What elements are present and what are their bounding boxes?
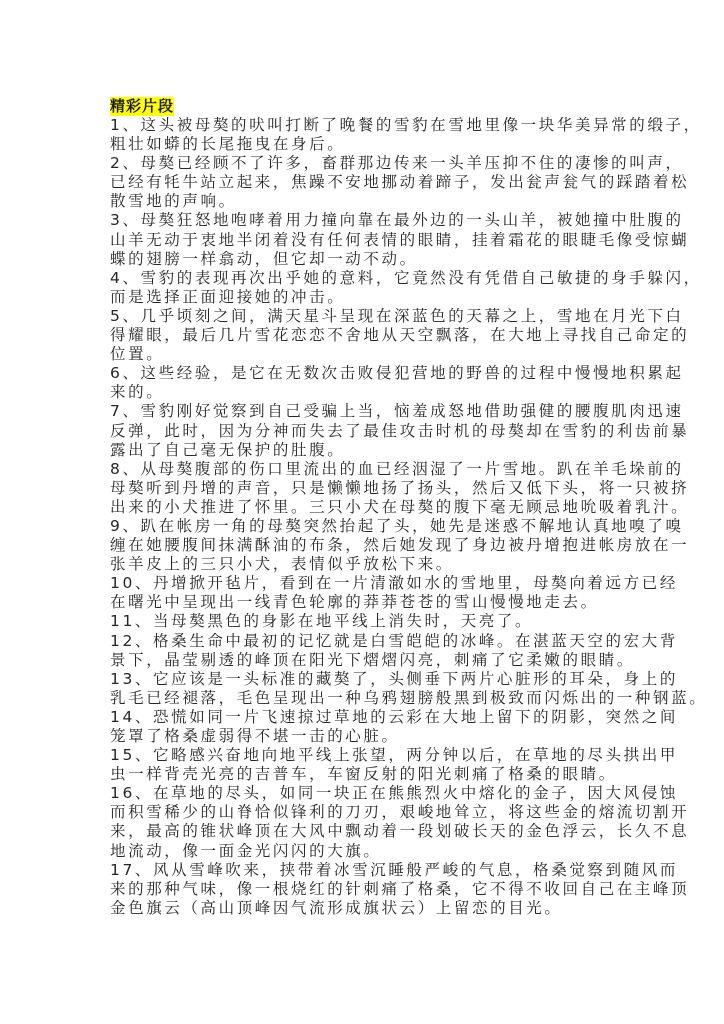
passage-line: 虫一样背壳光亮的吉普车，车窗反射的阳光刺痛了格桑的眼睛。: [110, 765, 617, 784]
passage-line: 2、母獒已经顾不了许多，畜群那边传来一头羊压抑不住的凄惨的叫声，: [110, 154, 684, 173]
passage-item: [110, 574, 678, 612]
passage-line: 3、母獒狂怒地咆哮着用力撞向靠在最外边的一头山羊，被她撞中肚腹的: [110, 211, 684, 230]
passage-item: [110, 268, 702, 307]
passage-line: 来，最高的锥状峰顶在大风中飘动着一段划破长天的金色浮云，长久不息: [110, 822, 690, 841]
passage-line: 17、风从雪峰吹来，挟带着冰雪沉睡般严峻的气息，格桑觉察到随风而: [110, 860, 678, 879]
passage-line: 10、丹增掀开毡片，看到在一片清澈如水的雪地里，母獒向着远方已经: [110, 574, 678, 593]
passage-item: [110, 631, 678, 670]
passage-line: 山羊无动于衷地半闭着没有任何表情的眼睛，挂着霜花的眼睫毛像受惊蝴: [110, 230, 690, 249]
document-body: [110, 96, 708, 918]
passage-line: 散雪地的声响。: [110, 192, 237, 211]
passage-line: 14、恐慌如同一片飞速掠过草地的云彩在大地上留下的阴影，突然之间: [110, 707, 678, 726]
passage-line: 金色旗云（高山顶峰因气流形成旗状云）上留恋的目光。: [110, 898, 563, 917]
passage-item: [110, 746, 678, 784]
passage-line: 11、当母獒黑色的身影在地平线上消失时，天亮了。: [110, 612, 534, 631]
passage-line: 露出了自己毫无保护的肚腹。: [110, 440, 346, 459]
passage-line: 已经有牦牛站立起来，焦躁不安地挪动着蹄子，发出瓮声瓮气的踩踏着松: [110, 173, 690, 192]
passage-line: 景下，晶莹剔透的峰顶在阳光下熠熠闪亮，刺痛了它柔嫩的眼睛。: [110, 650, 635, 669]
passage-line: 4、雪豹的表现再次出乎她的意料，它竟然没有凭借自己敏捷的身手躲闪，: [110, 268, 702, 287]
passage-line: 笼罩了格桑虚弱得不堪一击的心脏。: [110, 727, 400, 745]
passage-list: [110, 116, 708, 918]
passage-line: 12、格桑生命中最初的记忆就是白雪皑皑的冰峰。在湛蓝天空的宏大背: [110, 631, 678, 650]
passage-item: [110, 707, 678, 746]
passage-line: 13、它应该是一头标准的藏獒了，头侧垂下两片心脏形的耳朵，身上的: [110, 669, 678, 688]
passage-line: 反弹，此时，因为分神而失去了最佳攻击时机的母獒却在雪豹的利齿前暴: [110, 421, 690, 440]
passage-line: 8、从母獒腹部的伤口里流出的血已经洇湿了一片雪地。趴在羊毛垛前的: [110, 459, 684, 478]
passage-line: 9、趴在帐房一角的母獒突然抬起了头，她先是迷惑不解地认真地嗅了嗅: [110, 516, 684, 535]
passage-item: [110, 211, 690, 268]
passage-item: [110, 784, 690, 860]
passage-line: 地流动，像一面金光闪闪的大旗。: [110, 841, 382, 860]
passage-line: 5、几乎顷刻之间，满天星斗呈现在深蓝色的天幕之上，雪地在月光下白: [110, 306, 684, 325]
passage-item: [110, 459, 690, 517]
passage-item: [110, 306, 690, 364]
passage-line: 而积雪稀少的山脊恰似锋利的刀刃，艰峻地耸立，将这些金的熔流切割开: [110, 803, 690, 822]
passage-line: 而是选择正面迎接她的冲击。: [110, 287, 346, 306]
passage-item: [110, 516, 690, 574]
passage-item: [110, 154, 690, 211]
passage-item: [110, 364, 684, 402]
passage-line: 16、在草地的尽头，如同一块正在熊熊烈火中熔化的金子，因大风侵蚀: [110, 784, 678, 803]
passage-line: 粗壮如蟒的长尾拖曳在身后。: [110, 135, 346, 154]
passage-item: [110, 116, 702, 154]
passage-item: [110, 402, 690, 459]
passage-line: 来的那种气味，像一根烧红的针刺痛了格桑，它不得不收回自己在主峰顶: [110, 879, 690, 898]
passage-line: 张羊皮上的三只小犬，表情似乎放松下来。: [110, 555, 454, 574]
passage-line: 7、雪豹刚好觉察到自己受骗上当，恼羞成怒地借助强健的腰腹肌肉迅速: [110, 402, 684, 421]
passage-item: [110, 612, 630, 631]
passage-line: 在曙光中呈现出一线青色轮廓的莽莽苍苍的雪山慢慢地走去。: [110, 593, 599, 612]
passage-line: 乳毛已经褪落，毛色呈现出一种乌鸦翅膀般黑到极致而闪烁出的一种钢蓝。: [110, 688, 708, 707]
section-title: 精彩片段: [110, 97, 175, 115]
passage-line: 1、这头被母獒的吠叫打断了晚餐的雪豹在雪地里像一块华美异常的缎子，: [110, 116, 702, 134]
passage-line: 6、这些经验，是它在无数次击败侵犯营地的野兽的过程中慢慢地积累起: [110, 364, 684, 383]
passage-line: 出来的小犬推进了怀里。三只小犬在母獒的腹下毫无顾忌地吮吸着乳汁。: [110, 497, 690, 516]
passage-line: 位置。: [110, 345, 165, 364]
passage-line: 蝶的翅膀一样翕动，但它却一动不动。: [110, 249, 418, 268]
passage-line: 来的。: [110, 383, 165, 402]
passage-line: 15、它略感兴奋地向地平线上张望，两分钟以后，在草地的尽头拱出甲: [110, 746, 678, 765]
passage-line: 母獒听到丹增的声音，只是懒懒地扬了扬头，然后又低下头，将一只被挤: [110, 478, 690, 497]
passage-item: [110, 669, 708, 708]
passage-line: 缠在她腰腹间抹满酥油的布条，然后她发现了身边被丹增抱进帐房放在一: [110, 536, 690, 555]
passage-line: 得耀眼，最后几片雪花恋恋不舍地从天空飘落，在大地上寻找自己命定的: [110, 326, 690, 345]
passage-item: [110, 860, 690, 918]
